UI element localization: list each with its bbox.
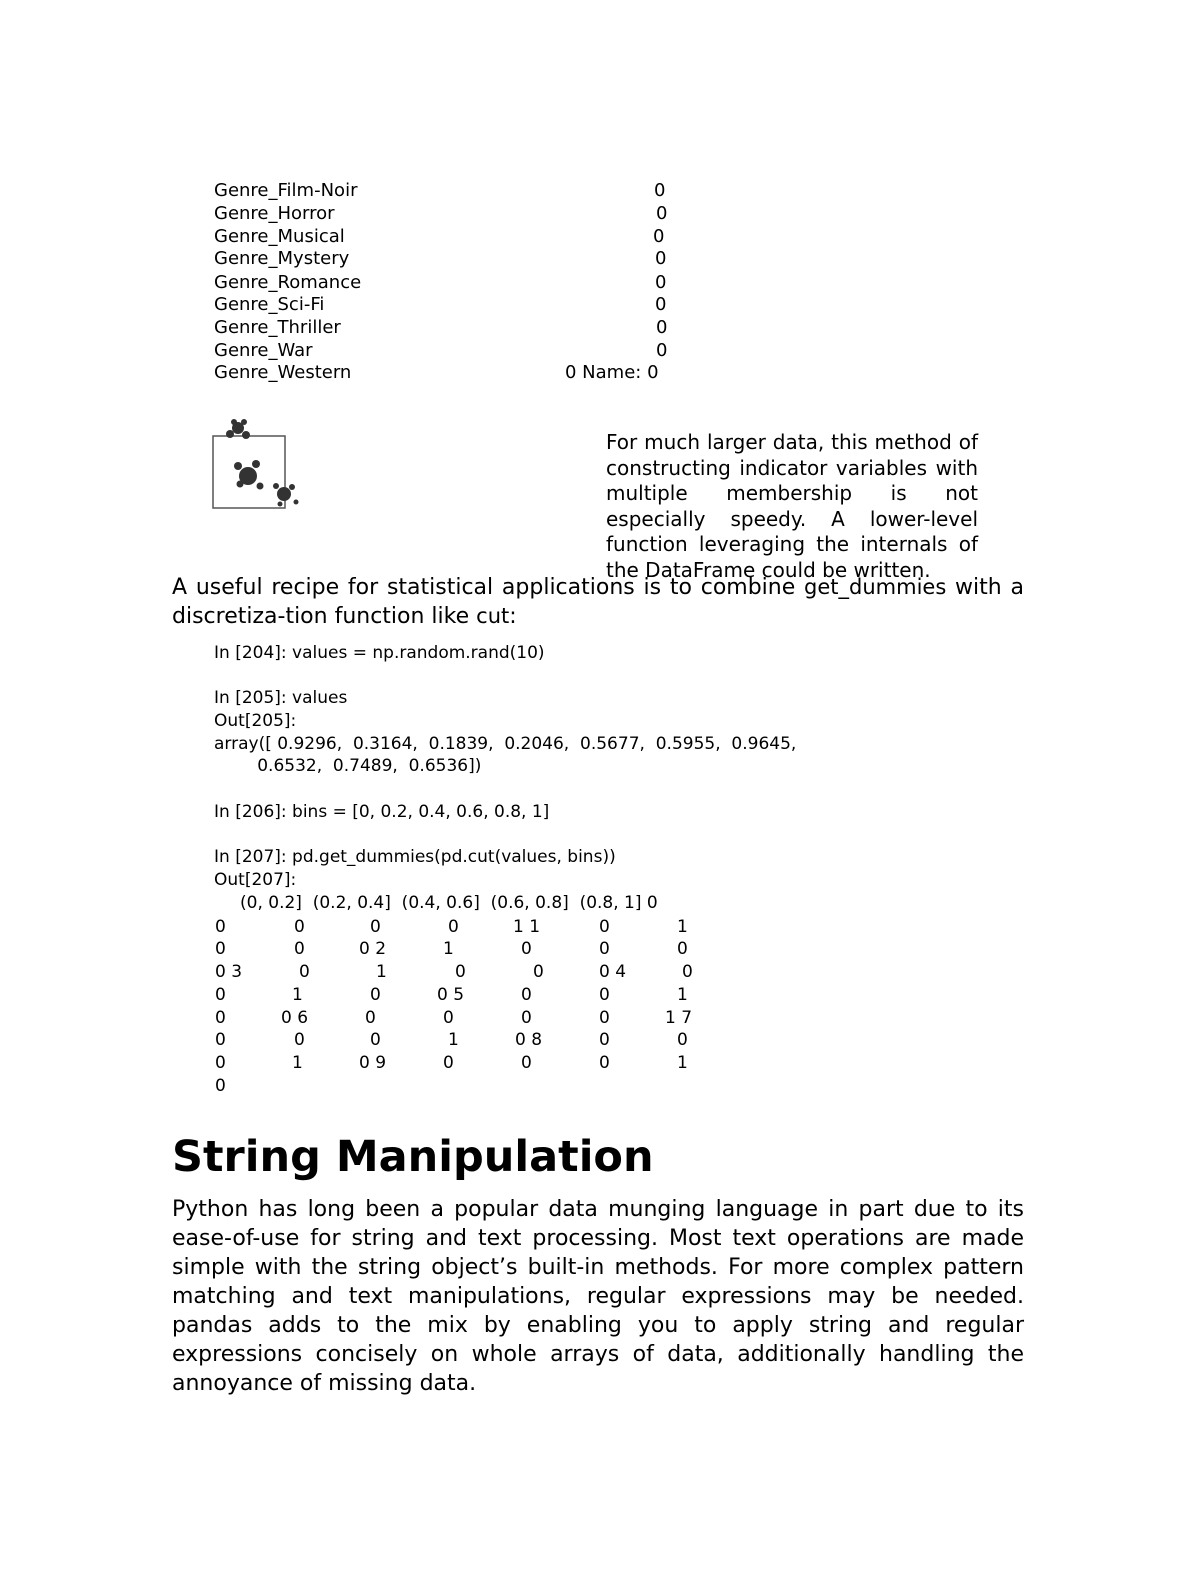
genre-value: 0 xyxy=(655,294,667,315)
table-cell: 0 xyxy=(370,1030,381,1050)
table-cell: 1 xyxy=(677,1053,688,1073)
recipe-text-before: A useful recipe for statistical applications is to combine xyxy=(172,575,805,600)
table-cell: 0 xyxy=(533,962,544,982)
table-cell: 0 xyxy=(370,985,381,1005)
table-cell: 0 xyxy=(521,985,532,1005)
table-cell: 1 xyxy=(292,985,303,1005)
table-cell: 0 xyxy=(448,917,459,937)
table-cell: 0 xyxy=(365,1008,376,1028)
genre-value: 0 xyxy=(655,248,667,269)
code-line: 0.6532, 0.7489, 0.6536]) xyxy=(214,756,482,776)
table-cell: 0 xyxy=(443,1053,454,1073)
table-cell: 0 xyxy=(215,985,226,1005)
inline-code-cut: cut xyxy=(476,604,510,628)
section-paragraph: Python has long been a popular data munging language in part due to its ease-of-use for string and text processing. Most text operations are made simple with the string object’s built-in methods. For more complex pattern matching and text manipulations, regular expressions may be needed. pandas adds to the mix by enabling you to apply string and regular expressions concisely on whole arrays of data, additionally handling the annoyance of missing data. xyxy=(172,1197,1024,1396)
table-cell: 0 xyxy=(294,1030,305,1050)
code-line: Out[205]: xyxy=(214,711,297,731)
code-line: In [204]: values = np.random.rand(10) xyxy=(214,643,545,663)
genre-value: 0 xyxy=(656,317,668,338)
table-cell: 1 1 xyxy=(513,917,541,937)
table-cell: 0 xyxy=(215,939,226,959)
table-cell: 0 xyxy=(682,962,693,982)
table-cell: 0 xyxy=(215,1008,226,1028)
genre-name: Genre_Romance xyxy=(214,272,362,293)
table-cell: 0 xyxy=(215,1076,226,1096)
table-cell: 0 xyxy=(215,1053,226,1073)
table-cell: 0 8 xyxy=(515,1030,543,1050)
genre-value: 0 xyxy=(656,203,668,224)
genre-name: Genre_Mystery xyxy=(214,248,350,269)
genre-value: 0 xyxy=(655,272,667,293)
table-cell: 0 xyxy=(521,939,532,959)
table-cell: 0 xyxy=(443,1008,454,1028)
table-cell: 0 3 xyxy=(215,962,243,982)
genre-name: Genre_Western xyxy=(214,362,352,383)
table-cell: 0 xyxy=(370,917,381,937)
table-cell: 0 xyxy=(599,985,610,1005)
table-cell: 1 xyxy=(677,917,688,937)
table-cell: 0 xyxy=(294,939,305,959)
recipe-paragraph xyxy=(172,573,1024,631)
table-cell: 1 7 xyxy=(665,1008,693,1028)
code-line: In [207]: pd.get_dummies(pd.cut(values, bins)) xyxy=(214,847,616,867)
genre-value: 0 Name: 0 xyxy=(565,362,659,383)
table-cell: 1 xyxy=(292,1053,303,1073)
genre-value: 0 xyxy=(654,180,666,201)
code-line: array([ 0.9296, 0.3164, 0.1839, 0.2046, 0.5677, 0.5955, 0.9645, xyxy=(214,734,797,754)
code-line: Out[207]: xyxy=(214,870,297,890)
inline-code-get-dummies: get_dummies xyxy=(804,575,947,599)
tip-note-text: For much larger data, this method of constructing indicator variables with multiple membership is not especially speedy. A lower-level function leveraging the internals of the DataFrame could be written. xyxy=(606,430,978,582)
recipe-text-middle: with a discretiza-tion function like xyxy=(172,575,1024,629)
table-cell: 0 6 xyxy=(281,1008,309,1028)
tip-paw-icon xyxy=(210,414,306,514)
genre-name: Genre_Horror xyxy=(214,203,335,224)
table-cell: 0 2 xyxy=(359,939,387,959)
table-cell: 0 xyxy=(294,917,305,937)
code-line: In [206]: bins = [0, 0.2, 0.4, 0.6, 0.8, 1] xyxy=(214,802,550,822)
table-cell: 0 xyxy=(677,1030,688,1050)
table-cell: 1 xyxy=(448,1030,459,1050)
genre-value: 0 xyxy=(656,340,668,361)
genre-name: Genre_War xyxy=(214,340,313,361)
table-cell: 0 5 xyxy=(437,985,465,1005)
table-cell: 0 xyxy=(455,962,466,982)
table-cell: 0 xyxy=(299,962,310,982)
table-cell: 0 xyxy=(599,1053,610,1073)
table-cell: 0 xyxy=(677,939,688,959)
table-cell: 0 xyxy=(599,1008,610,1028)
code-line: In [205]: values xyxy=(214,688,348,708)
genre-name: Genre_Sci-Fi xyxy=(214,294,325,315)
table-cell: 0 4 xyxy=(599,962,627,982)
table-cell: 1 xyxy=(677,985,688,1005)
genre-name: Genre_Musical xyxy=(214,226,345,247)
recipe-text-after: : xyxy=(509,604,517,629)
table-cell: 0 9 xyxy=(359,1053,387,1073)
table-cell: 0 xyxy=(215,917,226,937)
genre-name: Genre_Thriller xyxy=(214,317,341,338)
table-header-line: (0, 0.2] (0.2, 0.4] (0.4, 0.6] (0.6, 0.8] (0.8, 1] 0 xyxy=(240,893,658,913)
table-cell: 0 xyxy=(215,1030,226,1050)
genre-name: Genre_Film-Noir xyxy=(214,180,358,201)
table-cell: 1 xyxy=(443,939,454,959)
table-cell: 1 xyxy=(376,962,387,982)
section-heading: String Manipulation xyxy=(172,1132,654,1182)
table-cell: 0 xyxy=(599,917,610,937)
genre-value: 0 xyxy=(653,226,665,247)
table-cell: 0 xyxy=(521,1053,532,1073)
table-cell: 0 xyxy=(521,1008,532,1028)
table-cell: 0 xyxy=(599,939,610,959)
table-cell: 0 xyxy=(599,1030,610,1050)
